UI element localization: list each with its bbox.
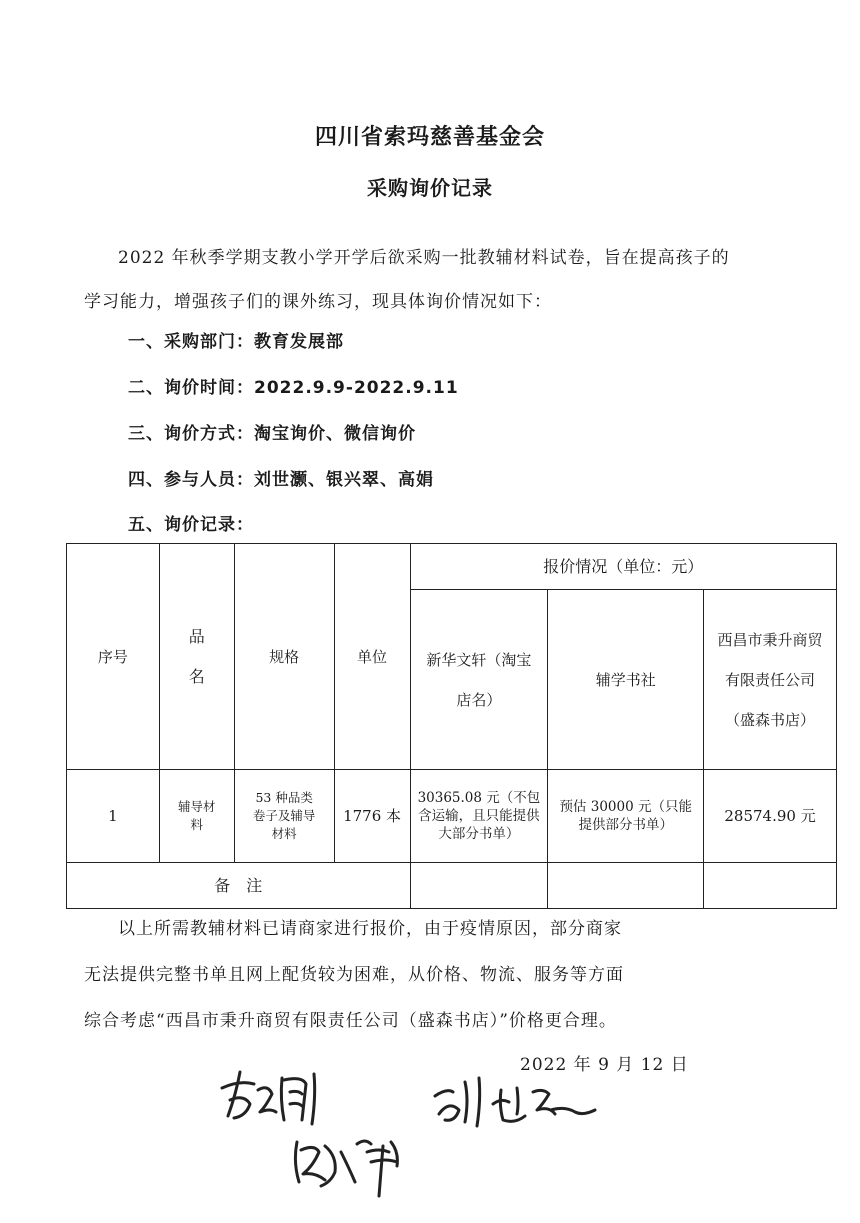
header-quote: 报价情况（单位：元） xyxy=(410,544,836,590)
cell-remark-label: 备 注 xyxy=(67,863,411,909)
inquiry-record-table xyxy=(66,543,837,909)
item-inquiry-method: 三、询价方式：淘宝询价、微信询价 xyxy=(128,424,416,444)
header-vendor-xinhua: 新华文轩（淘宝店名） xyxy=(410,590,548,770)
header-vendor-fuxue: 辅学书社 xyxy=(548,590,704,770)
signature-1 xyxy=(210,1060,330,1130)
cell-spec: 53 种品类卷子及辅导材料 xyxy=(234,770,334,863)
cell-remark-3 xyxy=(704,863,837,909)
cell-vendor-shengsen-price: 28574.90 元 xyxy=(704,770,837,863)
header-spec: 规格 xyxy=(234,544,334,770)
item-inquiry-time: 二、询价时间：2022.9.9-2022.9.11 xyxy=(128,378,459,398)
cell-unit: 1776 本 xyxy=(334,770,410,863)
document-title: 采购询价记录 xyxy=(367,176,493,200)
signature-3 xyxy=(285,1122,415,1202)
header-product-name: 品 名 xyxy=(159,544,234,770)
intro-paragraph: 2022 年秋季学期支教小学开学后欲采购一批教辅材料试卷，旨在提高孩子的学习能力，增强孩子们的课外练习，现具体询价情况如下： xyxy=(84,248,730,312)
cell-vendor-fuxue-price: 预估 30000 元（只能提供部分书单） xyxy=(548,770,704,863)
organization-title: 四川省索玛慈善基金会 xyxy=(314,125,545,150)
signature-2 xyxy=(425,1070,600,1130)
cell-remark-2 xyxy=(548,863,704,909)
header-seq: 序号 xyxy=(67,544,160,770)
header-unit: 单位 xyxy=(334,544,410,770)
cell-seq: 1 xyxy=(67,770,160,863)
cell-remark-1 xyxy=(410,863,548,909)
item-participants: 四、参与人员：刘世灏、银兴翠、高娟 xyxy=(128,470,434,490)
conclusion-paragraph: 以上所需教辅材料已请商家进行报价，由于疫情原因，部分商家 无法提供完整书单且网上配货较为困难，从价格、物流、服务等方面 综合考虑“西昌市秉升商贸有限责任公司（盛森书店）”价格更合理。 xyxy=(84,919,624,1031)
cell-vendor-xinhua-price: 30365.08 元（不包含运输，且只能提供大部分书单） xyxy=(410,770,548,863)
cell-product-name: 辅导材料 xyxy=(159,770,234,863)
header-vendor-shengsen: 西昌市秉升商贸有限责任公司（盛森书店） xyxy=(704,590,837,770)
document-date: 2022 年 9 月 12 日 xyxy=(520,1055,689,1075)
item-department: 一、采购部门：教育发展部 xyxy=(128,332,344,352)
item-records: 五、询价记录： xyxy=(128,515,254,535)
